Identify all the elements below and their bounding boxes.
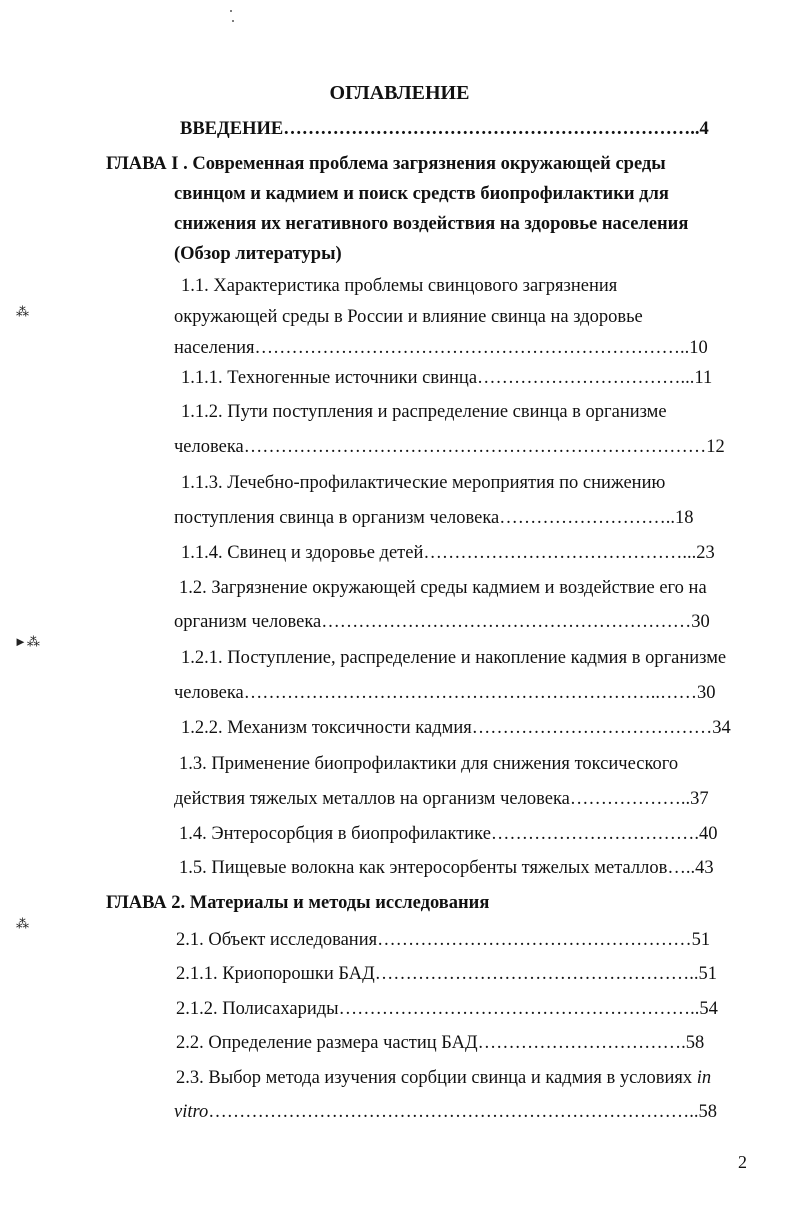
toc-entry-1-4: 1.4. Энтеросорбция в биопрофилактике…………………………….40	[179, 824, 718, 844]
toc-entry-2-3-italic-vitro: vitro	[174, 1102, 209, 1122]
toc-entry-1-1-line2: окружающей среды в России и влияние свинца на здоровье	[174, 307, 643, 327]
scan-speck	[232, 20, 234, 22]
toc-entry-1-1-2-line2: человека…………………………………………………………………12	[174, 437, 725, 457]
toc-entry-1-1-line3: населения……………………………………………………………..10	[174, 338, 708, 358]
toc-chapter-1-heading-line2: свинцом и кадмием и поиск средств биопрофилактики для	[174, 184, 669, 204]
toc-entry-1-3: 1.3. Применение биопрофилактики для снижения токсического	[179, 754, 679, 774]
toc-entry-2-3-text: 2.3. Выбор метода изучения сорбции свинца и кадмия в условиях	[176, 1068, 693, 1088]
toc-entry-1-2: 1.2. Загрязнение окружающей среды кадмием и воздействие его на	[179, 578, 707, 598]
toc-entry-2-2: 2.2. Определение размера частиц БАД…………………………….58	[176, 1033, 705, 1053]
toc-entry-1-1-4: 1.1.4. Свинец и здоровье детей……………………………………...23	[181, 543, 715, 563]
toc-entry-1-1-3: 1.1.3. Лечебно-профилактические мероприятия по снижению	[181, 473, 666, 493]
toc-entry-1-3-line2: действия тяжелых металлов на организм человека………………..37	[174, 789, 709, 809]
page-title: ОГЛАВЛЕНИЕ	[329, 82, 470, 104]
toc-entry-2-1-2: 2.1.2. Полисахариды…………………………………………………..54	[176, 999, 718, 1019]
toc-entry-2-1-1: 2.1.1. Криопорошки БАД……………………………………………..51	[176, 964, 718, 984]
toc-entry-1-5: 1.5. Пищевые волокна как энтеросорбенты тяжелых металлов…..43	[179, 858, 714, 878]
toc-entry-2-3-italic-in: in	[696, 1068, 712, 1088]
toc-chapter-2-heading: ГЛАВА 2. Материалы и методы исследования	[106, 893, 490, 913]
toc-chapter-1-heading-line3: снижения их негативного воздействия на здоровье населения	[174, 214, 689, 234]
scan-speck	[230, 10, 232, 12]
page-number: 2	[738, 1152, 747, 1172]
toc-entry-1-2-line2: организм человека……………………………………………………30	[174, 612, 710, 632]
toc-entry-1-1: 1.1. Характеристика проблемы свинцового загрязнения	[181, 276, 618, 296]
toc-entry-1-1-2: 1.1.2. Пути поступления и распределение свинца в организме	[181, 402, 667, 422]
toc-chapter-1-heading: ГЛАВА I . Современная проблема загрязнения окружающей среды	[106, 154, 666, 174]
toc-entry-2-3-leader: ……………………………………………………………………..58	[208, 1102, 718, 1122]
scan-artifact-mark: ⁂	[16, 916, 29, 931]
toc-entry-2-3	[176, 1066, 736, 1090]
toc-entry-2-3-line2	[174, 1100, 736, 1124]
toc-entry-introduction: ВВЕДЕНИЕ…………………………………………………………..4	[180, 119, 709, 139]
toc-entry-1-1-1: 1.1.1. Техногенные источники свинца……………………………...11	[181, 368, 713, 388]
scan-artifact-mark: ⁂	[16, 304, 29, 319]
toc-entry-2-1: 2.1. Объект исследования……………………………………………51	[176, 930, 711, 950]
scan-artifact-mark: ►⁂	[14, 634, 40, 649]
toc-entry-1-2-2: 1.2.2. Механизм токсичности кадмия…………………………………34	[181, 718, 731, 738]
toc-entry-1-1-3-line2: поступления свинца в организм человека………………………..18	[174, 508, 694, 528]
toc-entry-1-2-1: 1.2.1. Поступление, распределение и накопление кадмия в организме	[181, 648, 727, 668]
toc-chapter-1-heading-line4: (Обзор литературы)	[174, 244, 342, 264]
toc-entry-1-2-1-line2: человека…………………………………………………………..……30	[174, 683, 716, 703]
